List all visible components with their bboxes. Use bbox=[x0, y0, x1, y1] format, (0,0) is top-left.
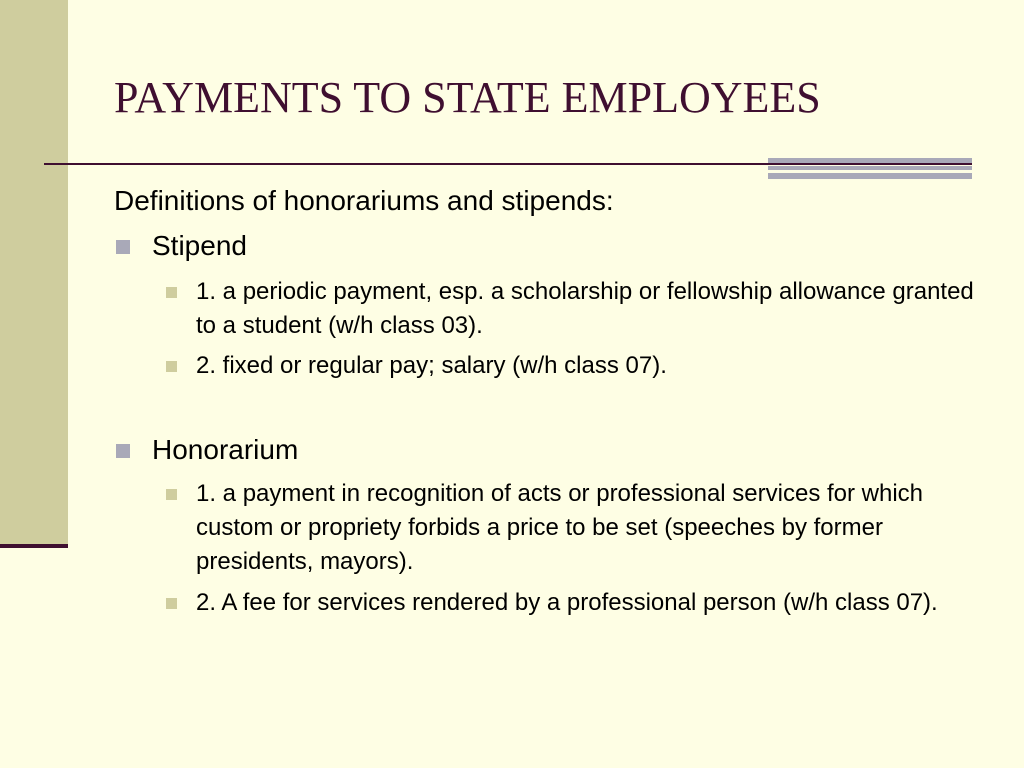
square-bullet-icon bbox=[166, 489, 177, 500]
intro-text: Definitions of honorariums and stipends: bbox=[114, 185, 614, 216]
honorarium-definition-1: 1. a payment in recognition of acts or professional services for which custom or propriety forbids a price to be set (speeches by former presidents, mayors). bbox=[196, 480, 924, 575]
square-bullet-icon bbox=[116, 444, 130, 458]
section-heading-stipend: Stipend bbox=[152, 230, 247, 261]
square-bullet-icon bbox=[166, 287, 177, 298]
honorarium-definition-2: 2. A fee for services rendered by a professional person (w/h class 07). bbox=[196, 589, 938, 616]
stipend-definition-1: 1. a periodic payment, esp. a scholarship or fellowship allowance granted to a student (w/h class 03). bbox=[196, 278, 974, 339]
square-bullet-icon bbox=[166, 598, 177, 609]
stipend-definition-2: 2. fixed or regular pay; salary (w/h class 07). bbox=[196, 352, 667, 379]
slide-title: PAYMENTS TO STATE EMPLOYEES bbox=[114, 73, 821, 122]
square-bullet-icon bbox=[166, 361, 177, 372]
square-bullet-icon bbox=[116, 240, 130, 254]
section-heading-honorarium: Honorarium bbox=[152, 434, 299, 465]
